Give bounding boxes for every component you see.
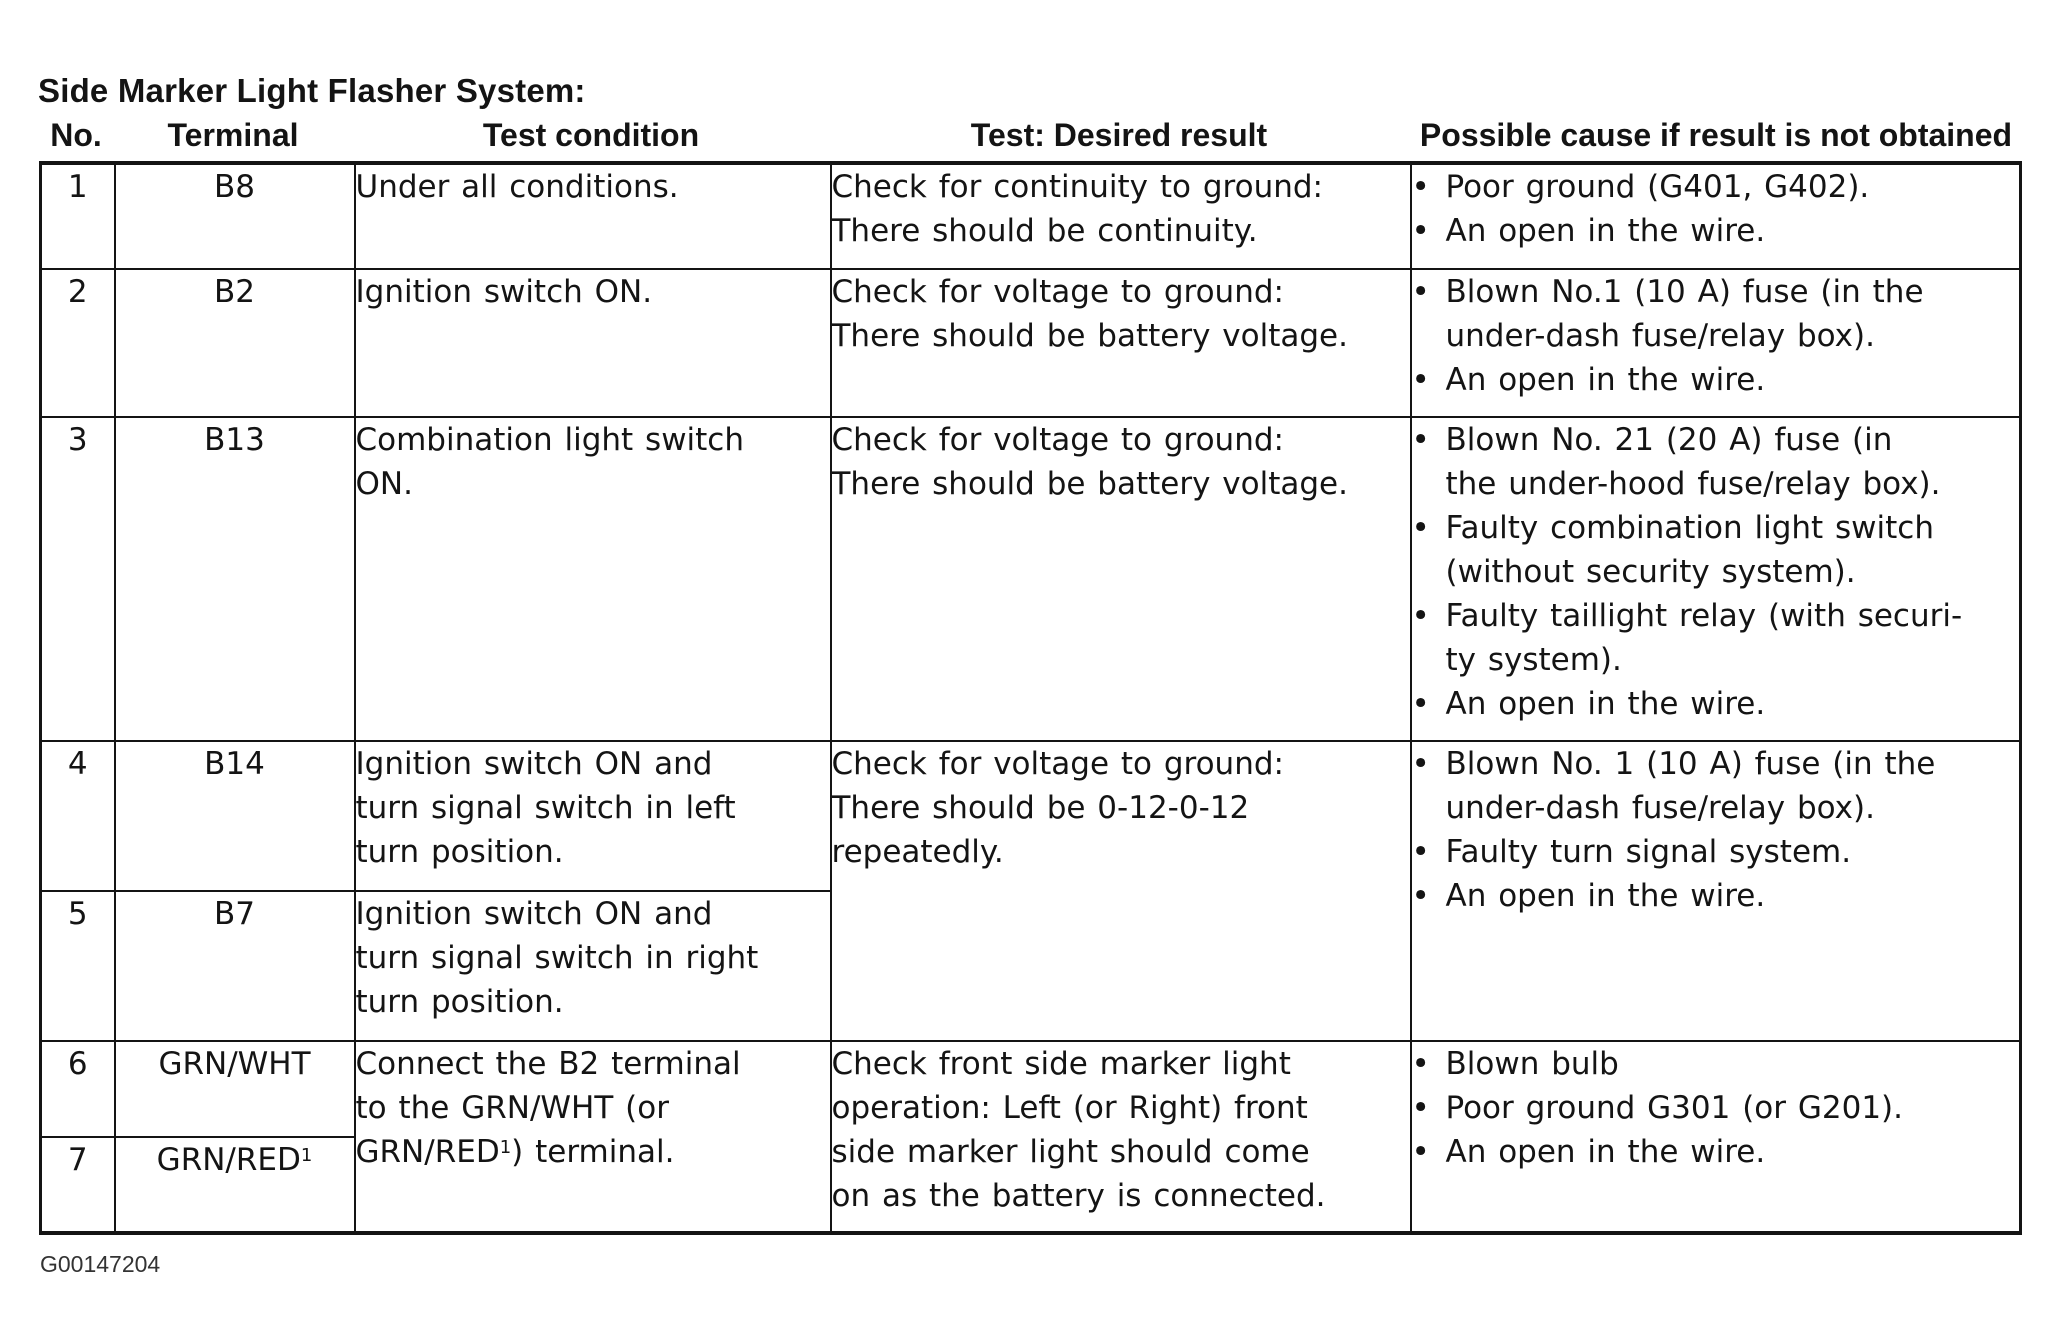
possible-cause-cell — [1411, 269, 2021, 417]
header-test-condition: Test condition — [482, 117, 700, 153]
table-row — [41, 1041, 2021, 1137]
desired-result-cell — [831, 163, 1411, 269]
result-line: There should be 0-12-0-12 — [831, 790, 1250, 826]
bullet-icon: • — [1411, 1134, 1430, 1170]
section-title: Side Marker Light Flasher System: — [38, 72, 586, 109]
result-line: Check for voltage to ground: — [831, 422, 1284, 458]
row-number: 1 — [41, 163, 115, 269]
result-line: There should be battery voltage. — [831, 466, 1348, 502]
condition-line: turn position. — [355, 834, 564, 870]
terminal-cell: B8 — [115, 163, 355, 269]
cause-continuation: under-dash fuse/relay box). — [1445, 790, 1875, 826]
bullet-icon: • — [1411, 1046, 1430, 1082]
bullet-icon: • — [1411, 422, 1430, 458]
result-line: Check for continuity to ground: — [831, 169, 1323, 205]
cause-item: • Blown bulb — [1412, 1042, 2020, 1086]
header-desired-result: Test: Desired result — [970, 117, 1268, 153]
cause-item: • An open in the wire. — [1412, 209, 2020, 253]
header-terminal: Terminal — [167, 117, 299, 153]
test-condition-cell — [355, 891, 831, 1041]
bullet-icon: • — [1411, 878, 1430, 914]
bullet-icon: • — [1411, 834, 1430, 870]
cause-continuation: under-dash fuse/relay box). — [1445, 318, 1875, 354]
possible-cause-cell — [1411, 417, 2021, 741]
bullet-icon: • — [1411, 274, 1430, 310]
possible-cause-cell — [1411, 1041, 2021, 1233]
row-number: 6 — [41, 1041, 115, 1137]
cause-item: • Blown No. 21 (20 A) fuse (in — [1412, 418, 2020, 462]
condition-line: turn signal switch in right — [355, 940, 759, 976]
cause-continuation: the under-hood fuse/relay box). — [1445, 466, 1941, 502]
condition-line: Ignition switch ON and — [355, 896, 713, 932]
cause-item: • Poor ground (G401, G402). — [1412, 165, 2020, 209]
result-line: Check for voltage to ground: — [831, 274, 1284, 310]
header-possible-cause: Possible cause if result is not obtained — [1419, 117, 2013, 153]
table-row — [41, 417, 2021, 741]
cause-item: • Faulty taillight relay (with securi- — [1412, 594, 2020, 638]
bullet-icon: • — [1411, 169, 1430, 205]
test-condition-cell — [355, 269, 831, 417]
row-number: 3 — [41, 417, 115, 741]
test-condition-cell — [355, 417, 831, 741]
condition-line: to the GRN/WHT (or — [355, 1090, 669, 1126]
condition-line: Ignition switch ON and — [355, 746, 713, 782]
result-line: repeatedly. — [831, 834, 1004, 870]
cause-item: • Blown No. 1 (10 A) fuse (in the — [1412, 742, 2020, 786]
table-row — [41, 269, 2021, 417]
cause-continuation: (without security system). — [1445, 554, 1856, 590]
table-row — [41, 163, 2021, 269]
terminal-cell: B7 — [115, 891, 355, 1041]
header-no: No. — [50, 117, 102, 153]
footnote-marker: 1 — [300, 1145, 313, 1166]
condition-line: turn signal switch in left — [355, 790, 736, 826]
cause-item: • An open in the wire. — [1412, 358, 2020, 402]
bullet-icon: • — [1411, 598, 1430, 634]
bullet-icon: • — [1411, 1090, 1430, 1126]
bullet-icon: • — [1411, 746, 1430, 782]
condition-line: ON. — [355, 466, 413, 502]
bullet-icon: • — [1411, 213, 1430, 249]
condition-line: Connect the B2 terminal — [355, 1046, 741, 1082]
condition-line: turn position. — [355, 984, 564, 1020]
footnote-marker: 1 — [499, 1137, 512, 1158]
row-number: 5 — [41, 891, 115, 1041]
condition-line: Ignition switch ON. — [355, 274, 653, 310]
desired-result-cell — [831, 417, 1411, 741]
condition-line: GRN/RED$^1$) terminal. — [355, 1134, 675, 1170]
possible-cause-cell — [1411, 741, 2021, 1041]
terminal-cell: GRN/RED$^1$ — [115, 1137, 355, 1233]
bullet-icon: • — [1411, 510, 1430, 546]
terminal-cell: B2 — [115, 269, 355, 417]
desired-result-cell — [831, 1041, 1411, 1233]
possible-cause-cell — [1411, 163, 2021, 269]
terminal-cell: B14 — [115, 741, 355, 891]
desired-result-cell — [831, 269, 1411, 417]
test-condition-cell — [355, 163, 831, 269]
cause-item: • Poor ground G301 (or G201). — [1412, 1086, 2020, 1130]
test-condition-cell — [355, 741, 831, 891]
test-table — [39, 161, 2022, 1235]
row-number: 4 — [41, 741, 115, 891]
table-row — [41, 741, 2021, 891]
terminal-cell: B13 — [115, 417, 355, 741]
condition-line: Combination light switch — [355, 422, 745, 458]
figure-id: G00147204 — [40, 1251, 161, 1277]
bullet-icon: • — [1411, 362, 1430, 398]
row-number: 2 — [41, 269, 115, 417]
result-line: side marker light should come — [831, 1134, 1310, 1170]
bullet-icon: • — [1411, 686, 1430, 722]
test-condition-cell — [355, 1041, 831, 1233]
cause-item: • An open in the wire. — [1412, 682, 2020, 726]
desired-result-cell — [831, 741, 1411, 1041]
row-number: 7 — [41, 1137, 115, 1233]
cause-continuation: ty system). — [1445, 642, 1622, 678]
result-line: Check for voltage to ground: — [831, 746, 1284, 782]
terminal-cell: GRN/WHT — [115, 1041, 355, 1137]
cause-item: • An open in the wire. — [1412, 1130, 2020, 1174]
cause-item: • Faulty turn signal system. — [1412, 830, 2020, 874]
result-line: operation: Left (or Right) front — [831, 1090, 1308, 1126]
cause-item: • Blown No.1 (10 A) fuse (in the — [1412, 270, 2020, 314]
condition-line: Under all conditions. — [355, 169, 679, 205]
result-line: on as the battery is connected. — [831, 1178, 1326, 1214]
cause-item: • An open in the wire. — [1412, 874, 2020, 918]
result-line: Check front side marker light — [831, 1046, 1291, 1082]
cause-item: • Faulty combination light switch — [1412, 506, 2020, 550]
result-line: There should be battery voltage. — [831, 318, 1348, 354]
result-line: There should be continuity. — [831, 213, 1258, 249]
